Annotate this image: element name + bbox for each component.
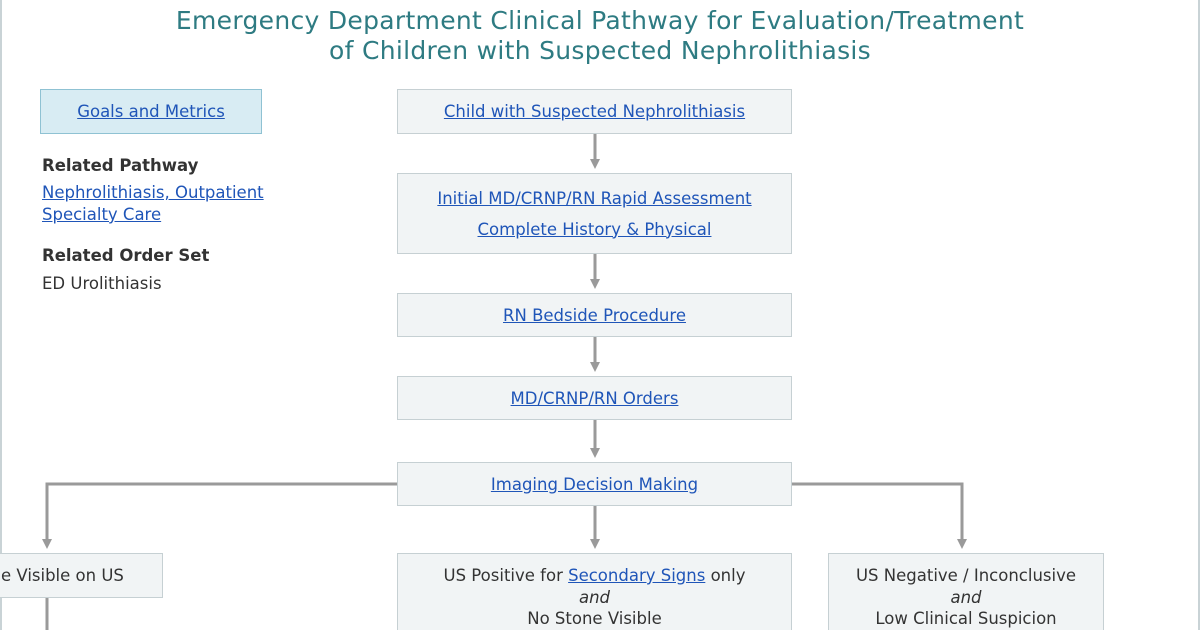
step-rn-bedside-procedure[interactable] xyxy=(397,293,792,337)
branch-left-text: e Visible on US xyxy=(1,566,124,585)
step5-link[interactable]: Imaging Decision Making xyxy=(490,474,699,494)
step-child-suspected-nephrolithiasis[interactable] xyxy=(397,89,792,134)
branch-right-line1: US Negative / Inconclusive xyxy=(855,566,1077,585)
related-pathway-heading: Related Pathway xyxy=(42,156,199,175)
step-initial-assessment[interactable] xyxy=(397,173,792,254)
step-imaging-decision-making[interactable] xyxy=(397,462,792,506)
connector-step5-left xyxy=(47,484,397,544)
step-orders[interactable] xyxy=(397,376,792,420)
step2-link-rapid-assessment[interactable]: Initial MD/CRNP/RN Rapid Assessment xyxy=(437,188,752,208)
branch-secondary-signs-only xyxy=(397,553,792,630)
branch-center-line1 xyxy=(444,565,746,587)
branch-right-and: and xyxy=(950,587,982,607)
goals-and-metrics-link[interactable]: Goals and Metrics xyxy=(77,102,225,121)
page-title-line1: Emergency Department Clinical Pathway for Evaluation/Treatment xyxy=(175,6,1025,35)
goals-and-metrics-button[interactable] xyxy=(40,89,262,134)
branch-center-prefix: US Positive for xyxy=(443,566,569,585)
step2-link-history-physical[interactable]: Complete History & Physical xyxy=(477,219,712,239)
step1-link[interactable]: Child with Suspected Nephrolithiasis xyxy=(443,102,746,121)
secondary-signs-link[interactable]: Secondary Signs xyxy=(568,566,706,585)
page-title-line2: of Children with Suspected Nephrolithiasis xyxy=(329,36,871,65)
related-order-set-value: ED Urolithiasis xyxy=(42,274,162,293)
branch-stone-visible-on-us xyxy=(0,553,163,598)
step4-link[interactable]: MD/CRNP/RN Orders xyxy=(510,388,679,408)
step3-link[interactable]: RN Bedside Procedure xyxy=(503,305,686,325)
related-pathway-link[interactable] xyxy=(42,182,264,226)
connector-step5-right xyxy=(792,484,962,544)
branch-center-suffix: only xyxy=(705,566,746,585)
branch-right-line3: Low Clinical Suspicion xyxy=(875,609,1057,628)
related-pathway-link-line1[interactable]: Nephrolithiasis, Outpatient xyxy=(42,183,264,202)
branch-center-line3: No Stone Visible xyxy=(527,609,662,628)
related-pathway-link-line2[interactable]: Specialty Care xyxy=(42,205,162,224)
branch-us-negative-low-suspicion xyxy=(828,553,1104,630)
related-order-set-heading: Related Order Set xyxy=(42,246,210,265)
branch-center-and: and xyxy=(578,587,611,607)
